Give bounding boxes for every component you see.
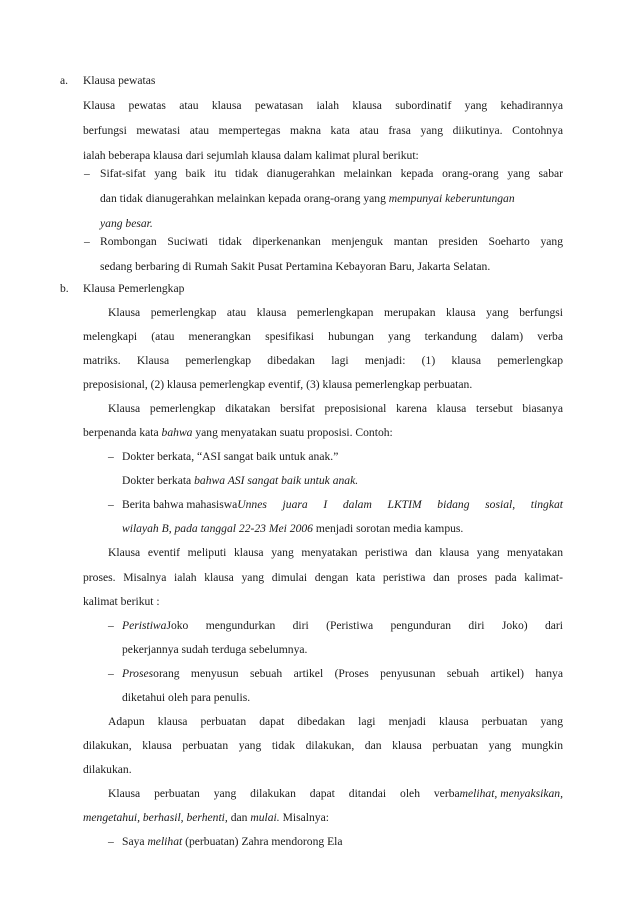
paragraph-line: kalimat berikut :: [83, 595, 160, 608]
paragraph-line: ialah beberapa klausa dari sejumlah klausa dalam kalimat plural berikut:: [83, 149, 419, 162]
paragraph-line: mengetahui, berhasil, berhenti, dan mulai. Misalnya:: [83, 811, 329, 824]
bullet-dash: –: [108, 835, 114, 848]
bullet-dash: –: [84, 167, 90, 180]
bullet-line: Rombongan Suciwati tidak diperkenankan menjenguk mantan presiden Soeharto yang: [100, 235, 563, 248]
bullet-dash: –: [108, 667, 114, 680]
paragraph-line: Klausa pemerlengkap dikatakan bersifat preposisional karena klausa tersebut biasanya: [108, 402, 563, 415]
paragraph-line: preposisional, (2) klausa pemerlengkap eventif, (3) klausa pemerlengkap perbuatan.: [83, 378, 473, 391]
paragraph-line: dilakukan.: [83, 763, 132, 776]
example-line: Dokter berkata bahwa ASI sangat baik untuk anak.: [122, 474, 359, 487]
bullet-dash: –: [108, 450, 114, 463]
paragraph-line: proses. Misalnya ialah klausa yang dimulai dengan kata peristiwa dan proses pada kalimat-: [83, 571, 563, 584]
bullet-line: Sifat-sifat yang baik itu tidak dianugerahkan melainkan kepada orang-orang yang sabar: [100, 167, 563, 180]
example-line: Saya melihat (perbuatan) Zahra mendorong Ela: [122, 835, 343, 848]
paragraph-line: berfungsi mewatasi atau mempertegas makna kata atau frasa yang diikutinya. Contohnya: [83, 124, 563, 137]
section-a-marker: a.: [60, 74, 69, 87]
paragraph-line: Klausa pemerlengkap atau klausa pemerlengkapan merupakan klausa yang berfungsi: [108, 306, 563, 319]
example-line: wilayah B, pada tanggal 22-23 Mei 2006 menjadi sorotan media kampus.: [122, 522, 464, 535]
paragraph-line: Klausa eventif meliputi klausa yang menyatakan peristiwa dan klausa yang menyatakan: [108, 546, 563, 559]
section-b-marker: b.: [60, 282, 69, 295]
example-line: pekerjannya sudah terduga sebelumnya.: [122, 643, 308, 656]
section-b-heading: Klausa Pemerlengkap: [83, 282, 185, 295]
example-line: diketahui oleh para penulis.: [122, 691, 251, 704]
example-line: Dokter berkata, “ASI sangat baik untuk anak.”: [122, 450, 339, 463]
bullet-line: sedang berbaring di Rumah Sakit Pusat Pertamina Kebayoran Baru, Jakarta Selatan.: [100, 260, 491, 273]
bullet-line: dan tidak dianugerahkan melainkan kepada orang-orang yang mempunyai keberuntungan: [100, 192, 515, 205]
paragraph-line: Adapun klausa perbuatan dapat dibedakan lagi menjadi klausa perbuatan yang: [108, 715, 563, 728]
paragraph-line: berpenanda kata bahwa yang menyatakan suatu proposisi. Contoh:: [83, 426, 393, 439]
paragraph-line: dilakukan, klausa perbuatan yang tidak dilakukan, dan klausa perbuatan yang mungkin: [83, 739, 563, 752]
section-a-heading: Klausa pewatas: [83, 74, 156, 87]
paragraph-line: matriks. Klausa pemerlengkap dibedakan lagi menjadi: (1) klausa pemerlengkap: [83, 354, 563, 367]
paragraph-line: Klausa pewatas atau klausa pewatasan ialah klausa subordinatif yang kehadirannya: [83, 99, 563, 112]
bullet-dash: –: [108, 619, 114, 632]
bullet-line: yang besar.: [100, 217, 153, 230]
bullet-dash: –: [108, 498, 114, 511]
bullet-dash: –: [84, 235, 90, 248]
example-line: Berita bahwa mahasiswa Unnes juara I dalam LKTIM bidang sosial, tingkat: [122, 498, 563, 511]
paragraph-line: melengkapi (atau menerangkan spesifikasi hubungan yang terkandung dalam) verba: [83, 330, 563, 343]
example-line: Peristiwa Joko mengundurkan diri (Peristiwa pengunduran diri Joko) dari: [122, 619, 563, 632]
example-line: Proses orang menyusun sebuah artikel (Proses penyusunan sebuah artikel) hanya: [122, 667, 563, 680]
paragraph-line: Klausa perbuatan yang dilakukan dapat ditandai oleh verba melihat, menyaksikan,: [108, 787, 563, 800]
